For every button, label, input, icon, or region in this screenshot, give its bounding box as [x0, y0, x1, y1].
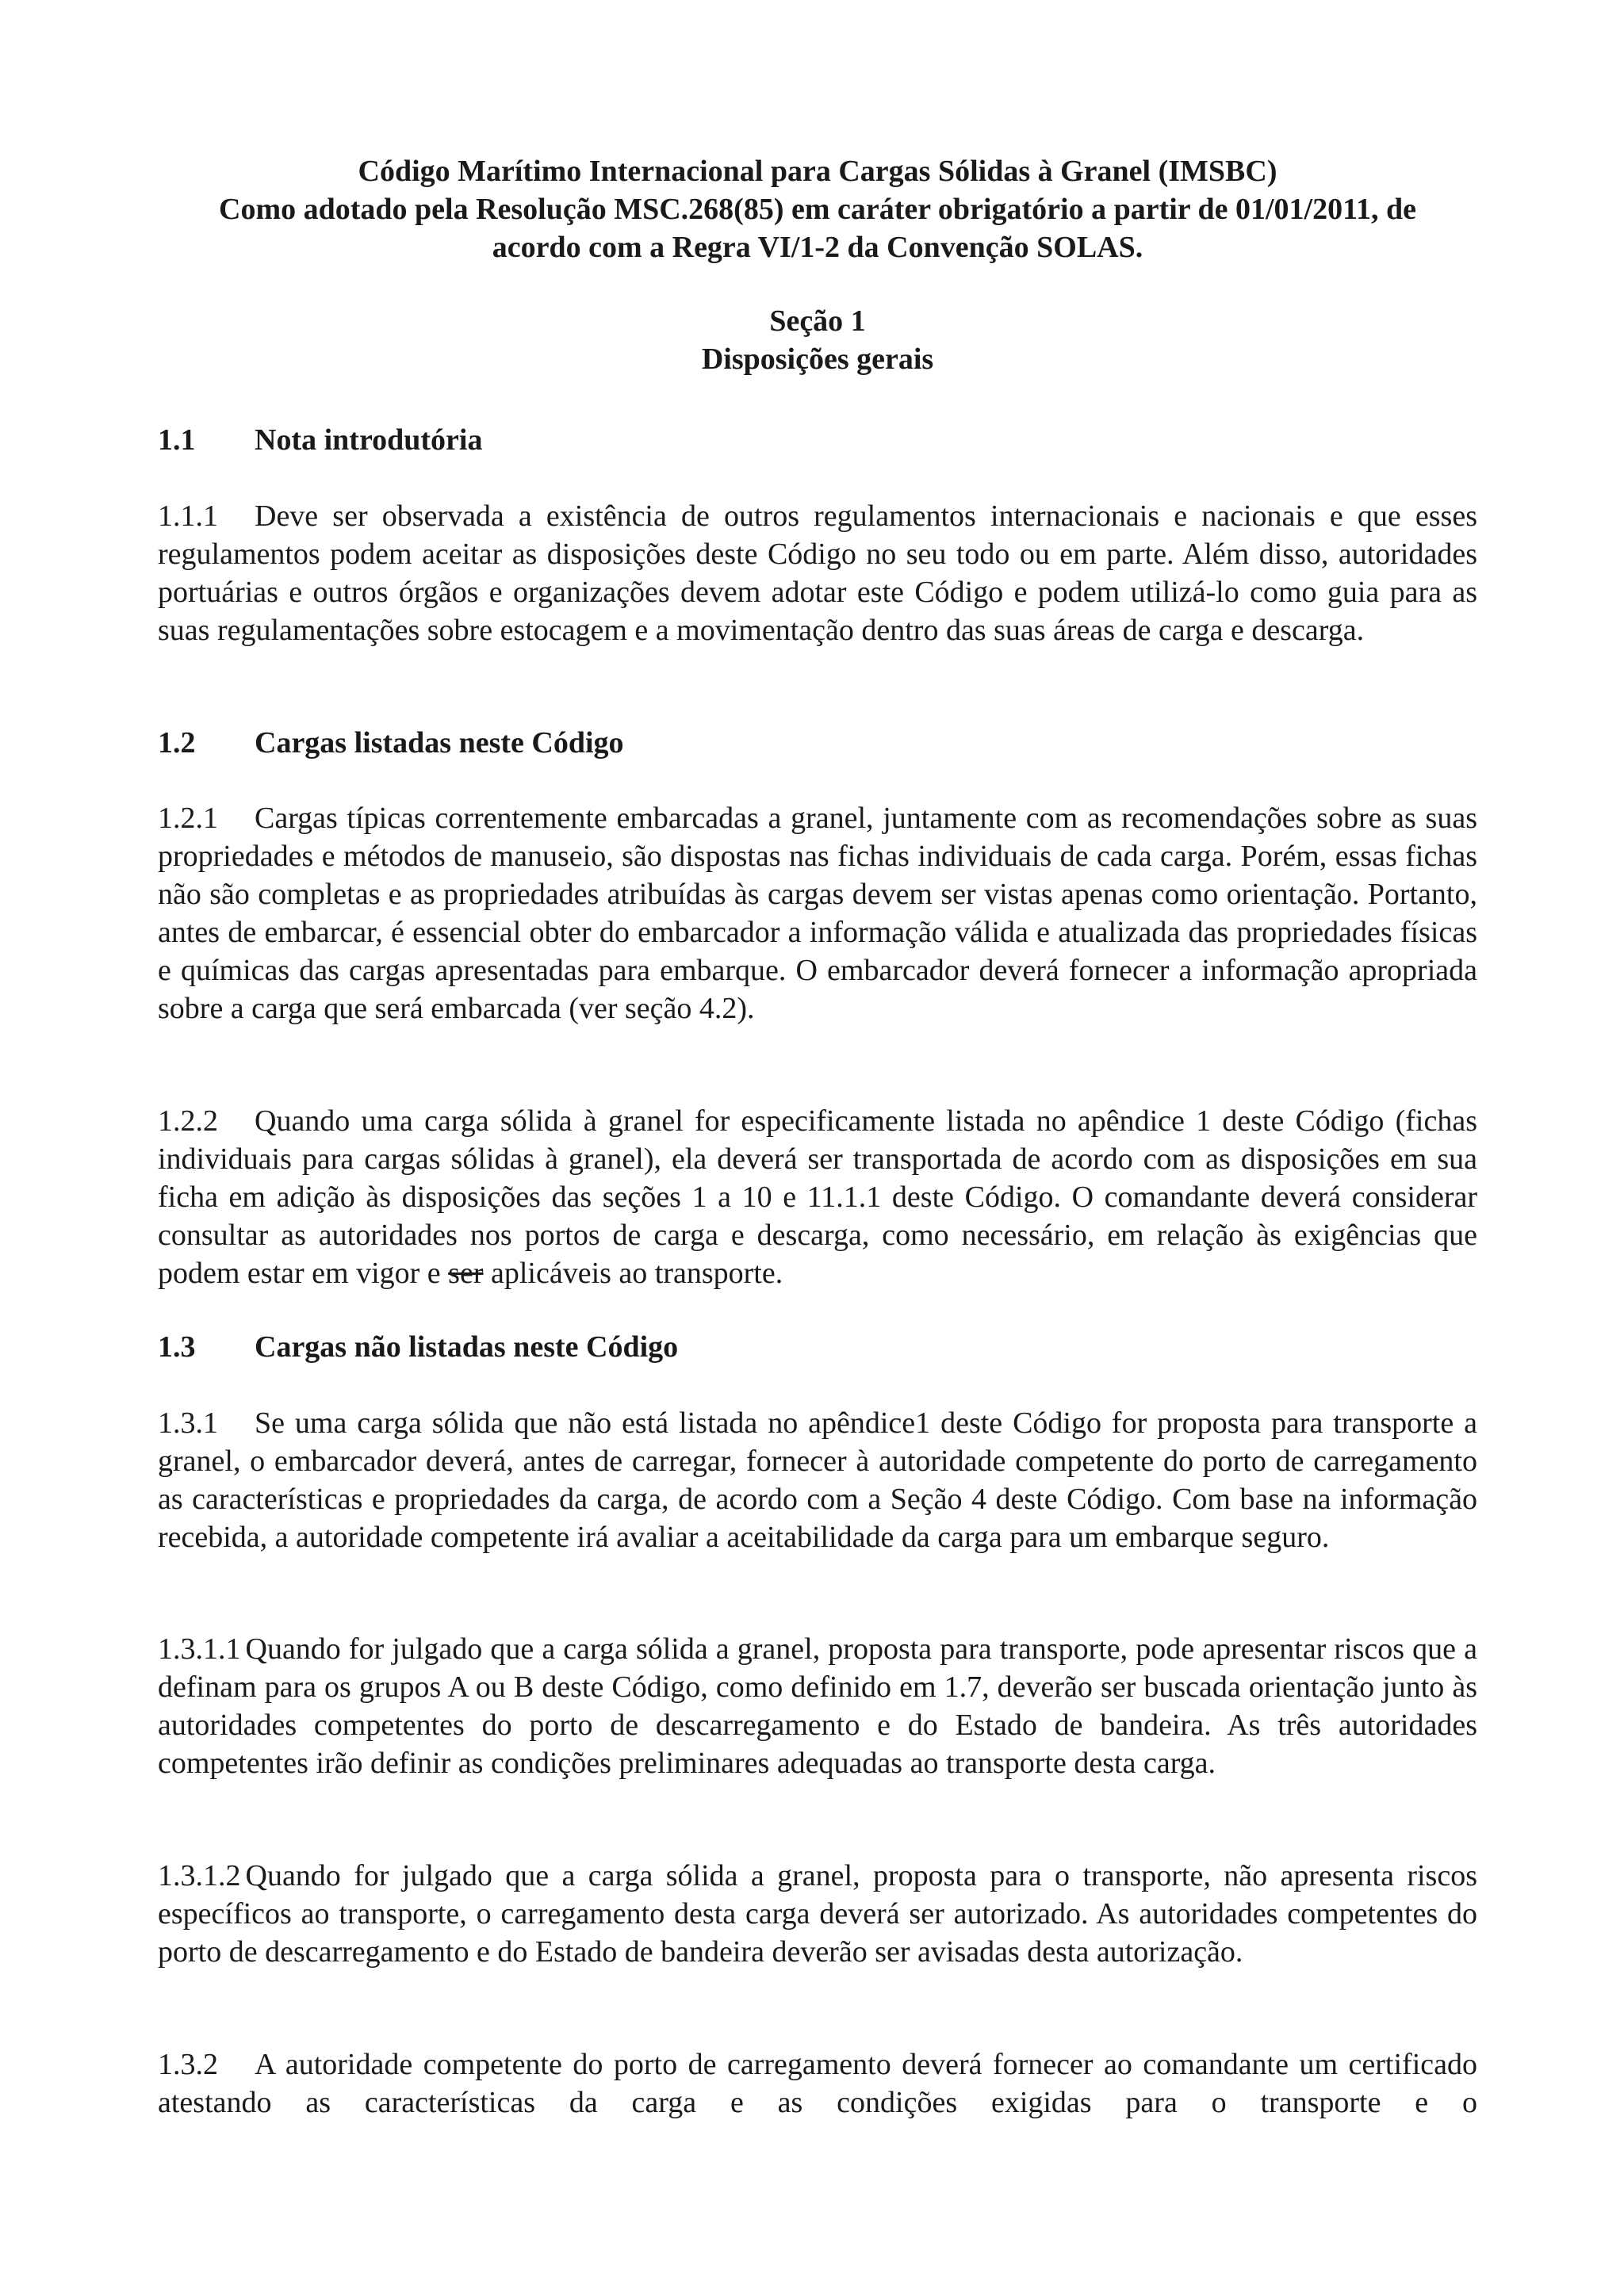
heading-1-2 [158, 724, 624, 762]
paragraph-number: 1.1.1 [158, 499, 218, 533]
paragraph-text: Cargas típicas correntemente embarcadas a granel, juntamente com as recomendações sobre as suas propriedades e métodos de manuseio, são dispostas nas fichas individuais de cada carga. Porém, essas fichas não são completas e as propriedades atribuídas às cargas devem ser vistas apenas como orientação. Portanto, antes de embarcar, é essencial obter do embarcador a informação válida e atualizada das propriedades físicas e químicas das cargas apresentadas para embarque. O embarcador deverá fornecer a informação apropriada sobre a carga que será embarcada (ver seção 4.2). [158, 802, 1477, 1025]
paragraph-text: Quando uma carga sólida à granel for especificamente listada no apêndice 1 deste Código (fichas individuais para cargas sólidas à granel), ela deverá ser transportada de acordo com as disposições em sua ficha em adição às disposições das seções 1 a 10 e 11.1.1 deste Código. O comandante deverá considerar consultar as autoridades nos portos de carga e descarga, como necessário, em relação às exigências que podem estar em vigor e [158, 1104, 1477, 1290]
paragraph-text-end: aplicáveis ao transporte. [490, 1257, 783, 1290]
paragraph-1-3-1-1 [158, 1630, 1477, 1782]
heading-text: Nota introdutória [255, 423, 483, 457]
heading-1-3 [158, 1328, 678, 1366]
paragraph-text: A autoridade competente do porto de carregamento deverá fornecer ao comandante um certificado atestando as características da carga e as condições exigidas para o transporte e o [158, 2048, 1477, 2119]
title-line-1: Código Marítimo Internacional para Cargas Sólidas à Granel (IMSBC) [358, 155, 1277, 188]
paragraph-number: 1.3.1 [158, 1406, 218, 1440]
paragraph-1-1-1 [158, 497, 1477, 649]
section-title: Disposições gerais [701, 342, 934, 376]
paragraph-1-2-1 [158, 799, 1477, 1027]
heading-text: Cargas listadas neste Código [255, 726, 624, 760]
paragraph-1-3-1-2 [158, 1857, 1477, 1971]
paragraph-number: 1.3.2 [158, 2048, 218, 2081]
paragraph-1-2-2 [158, 1102, 1477, 1292]
paragraph-text: Quando for julgado que a carga sólida a granel, proposta para transporte, pode apresentar riscos que a definam para os grupos A ou B deste Código, como definido em 1.7, deverão ser buscada orientação junto às autoridades competentes do porto de descarregamento e do Estado de bandeira. As três autoridades competentes irão definir as condições preliminares adequadas ao transporte desta carga. [158, 1632, 1477, 1780]
paragraph-text: Quando for julgado que a carga sólida a granel, proposta para o transporte, não apresenta riscos específicos ao transporte, o carregamento desta carga deverá ser autorizado. As autoridades competentes do porto de descarregamento e do Estado de bandeira deverão ser avisadas desta autorização. [158, 1859, 1477, 1969]
paragraph-number: 1.2.1 [158, 802, 218, 835]
heading-number: 1.3 [158, 1330, 196, 1364]
paragraph-1-3-1 [158, 1404, 1477, 1556]
title-line-3: acordo com a Regra VI/1-2 da Convenção SOLAS. [492, 231, 1143, 264]
paragraph-number: 1.2.2 [158, 1104, 218, 1138]
paragraph-1-3-2 [158, 2045, 1477, 2122]
heading-number: 1.1 [158, 423, 196, 457]
struck-word: ser [448, 1257, 484, 1290]
section-label: Seção 1 [769, 304, 866, 338]
document-title [158, 152, 1477, 266]
paragraph-text: Se uma carga sólida que não está listada no apêndice1 deste Código for proposta para transporte a granel, o embarcador deverá, antes de carregar, fornecer à autoridade competente do porto de carregamento as características e propriedades da carga, de acordo com a Seção 4 deste Código. Com base na informação recebida, a autoridade competente irá avaliar a aceitabilidade da carga para um embarque seguro. [158, 1406, 1477, 1554]
heading-1-1 [158, 421, 482, 459]
paragraph-text: Deve ser observada a existência de outros regulamentos internacionais e nacionais e que esses regulamentos podem aceitar as disposições deste Código no seu todo ou em parte. Além disso, autoridades portuárias e outros órgãos e organizações devem adotar este Código e podem utilizá-lo como guia para as suas regulamentações sobre estocagem e a movimentação dentro das suas áreas de carga e descarga. [158, 499, 1477, 647]
heading-text: Cargas não listadas neste Código [255, 1330, 679, 1364]
section-header [158, 302, 1477, 378]
title-line-2: Como adotado pela Resolução MSC.268(85) em caráter obrigatório a partir de 01/01/2011, de [219, 193, 1416, 226]
paragraph-number: 1.3.1.1 [158, 1632, 241, 1666]
paragraph-number: 1.3.1.2 [158, 1859, 241, 1892]
heading-number: 1.2 [158, 726, 196, 760]
